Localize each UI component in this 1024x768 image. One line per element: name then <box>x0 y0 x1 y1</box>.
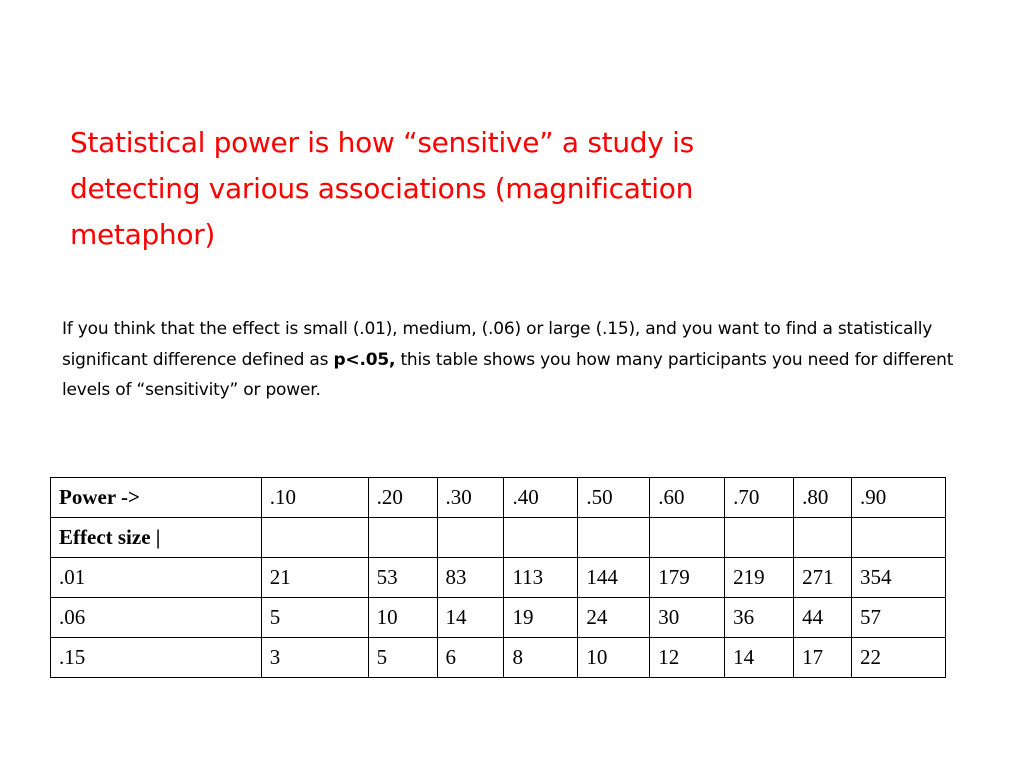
table-cell: 24 <box>578 598 650 638</box>
effect-size-header-row <box>51 518 946 558</box>
table-cell <box>578 518 650 558</box>
effect-size-cell: .06 <box>51 598 262 638</box>
table-cell: 179 <box>650 558 725 598</box>
power-level-cell: .50 <box>578 478 650 518</box>
table-cell: 144 <box>578 558 650 598</box>
table-cell <box>368 518 437 558</box>
table-cell: 10 <box>578 638 650 678</box>
table-cell: 22 <box>852 638 946 678</box>
table-cell: 57 <box>852 598 946 638</box>
table-cell: 354 <box>852 558 946 598</box>
table-cell <box>794 518 852 558</box>
table-cell <box>852 518 946 558</box>
effect-size-cell: .01 <box>51 558 262 598</box>
power-sample-size-table <box>50 477 946 678</box>
table-cell <box>261 518 368 558</box>
power-header-label: Power -> <box>51 478 262 518</box>
table-row <box>51 638 946 678</box>
table-cell <box>504 518 578 558</box>
power-level-cell: .40 <box>504 478 578 518</box>
power-header-row <box>51 478 946 518</box>
table-cell: 8 <box>504 638 578 678</box>
explanation-paragraph <box>62 314 962 406</box>
slide-title: Statistical power is how “sensitive” a study is detecting various associations (magnification metaphor) <box>70 126 694 251</box>
power-level-cell: .60 <box>650 478 725 518</box>
table-cell: 12 <box>650 638 725 678</box>
table-cell: 113 <box>504 558 578 598</box>
power-level-cell: .10 <box>261 478 368 518</box>
table-cell: 219 <box>725 558 794 598</box>
effect-size-cell: .15 <box>51 638 262 678</box>
table-cell: 19 <box>504 598 578 638</box>
power-level-cell: .90 <box>852 478 946 518</box>
table-row <box>51 558 946 598</box>
table-cell: 17 <box>794 638 852 678</box>
table-cell: 14 <box>437 598 504 638</box>
table-cell: 83 <box>437 558 504 598</box>
table-cell: 44 <box>794 598 852 638</box>
table-cell: 3 <box>261 638 368 678</box>
table-cell <box>725 518 794 558</box>
effect-size-header-label: Effect size | <box>51 518 262 558</box>
table-cell: 36 <box>725 598 794 638</box>
power-level-cell: .80 <box>794 478 852 518</box>
table-row <box>51 598 946 638</box>
power-level-cell: .30 <box>437 478 504 518</box>
table-cell: 5 <box>261 598 368 638</box>
table-cell <box>437 518 504 558</box>
significance-threshold: p<.05, <box>333 349 396 370</box>
power-level-cell: .20 <box>368 478 437 518</box>
table-cell: 10 <box>368 598 437 638</box>
table-cell <box>650 518 725 558</box>
table-cell: 53 <box>368 558 437 598</box>
explanation-text-end: this table shows you how many participants you need for different levels of “sensitivity” or power. <box>62 349 954 400</box>
table-cell: 21 <box>261 558 368 598</box>
power-level-cell: .70 <box>725 478 794 518</box>
table-cell: 30 <box>650 598 725 638</box>
table-cell: 14 <box>725 638 794 678</box>
table-cell: 271 <box>794 558 852 598</box>
table-cell: 6 <box>437 638 504 678</box>
table-cell: 5 <box>368 638 437 678</box>
explanation-text-start: If you think that the effect is small (.01), medium, (.06) or large (.15), and you want to find a statistically significant difference defined as <box>62 319 933 370</box>
table-body <box>51 478 946 678</box>
